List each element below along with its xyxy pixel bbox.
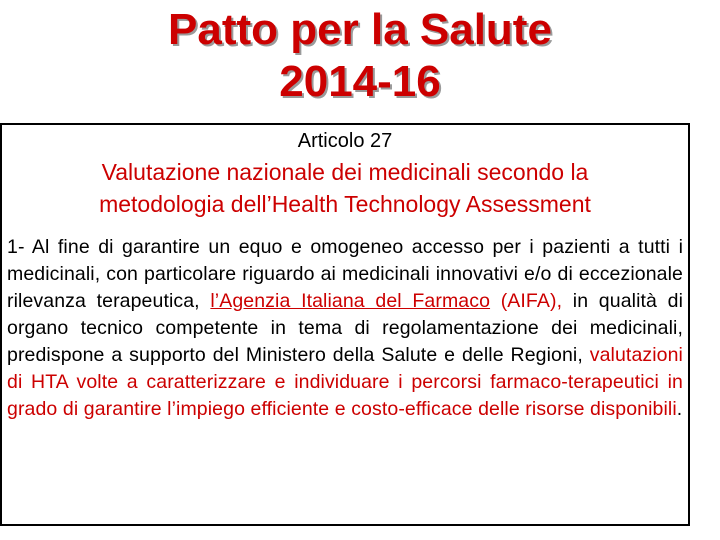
body-text-end: . [676,398,683,420]
body-text-part-2: in qualità di organo tecnico competente in tema di regolamentazione dei medicinali, predispone a supporto del Ministero della Salute e delle Regioni, [7,290,684,366]
body-text-part-1: 1- Al fine di garantire un equo e omogeneo accesso per i pazienti a tutti i medicinali, con particolare riguardo ai medicinali innovativi e/o di eccezionale rilevanza terapeutica, [7,236,683,312]
article-number: Articolo 27 [297,130,393,152]
hta-clause: valutazioni di HTA volte a caratterizzare e individuare i percorsi farmaco-terapeutici in grado di garantire l’impiego efficiente e costo-efficace delle risorse disponibili [7,344,683,420]
agency-name: l’Agenzia Italiana del Farmaco [210,290,491,312]
aifa-acronym: (AIFA), [490,290,563,312]
article-heading [6,156,684,220]
slide-title [0,4,720,108]
article-heading-line-1: Valutazione nazionale dei medicinali secondo la [101,159,589,185]
article-box [0,123,690,526]
title-line-1: Patto per la Salute [168,5,552,54]
article-heading-line-2: metodologia dell’Health Technology Assessment [99,191,591,217]
title-line-2: 2014-16 [279,57,441,106]
article-body [7,234,683,423]
